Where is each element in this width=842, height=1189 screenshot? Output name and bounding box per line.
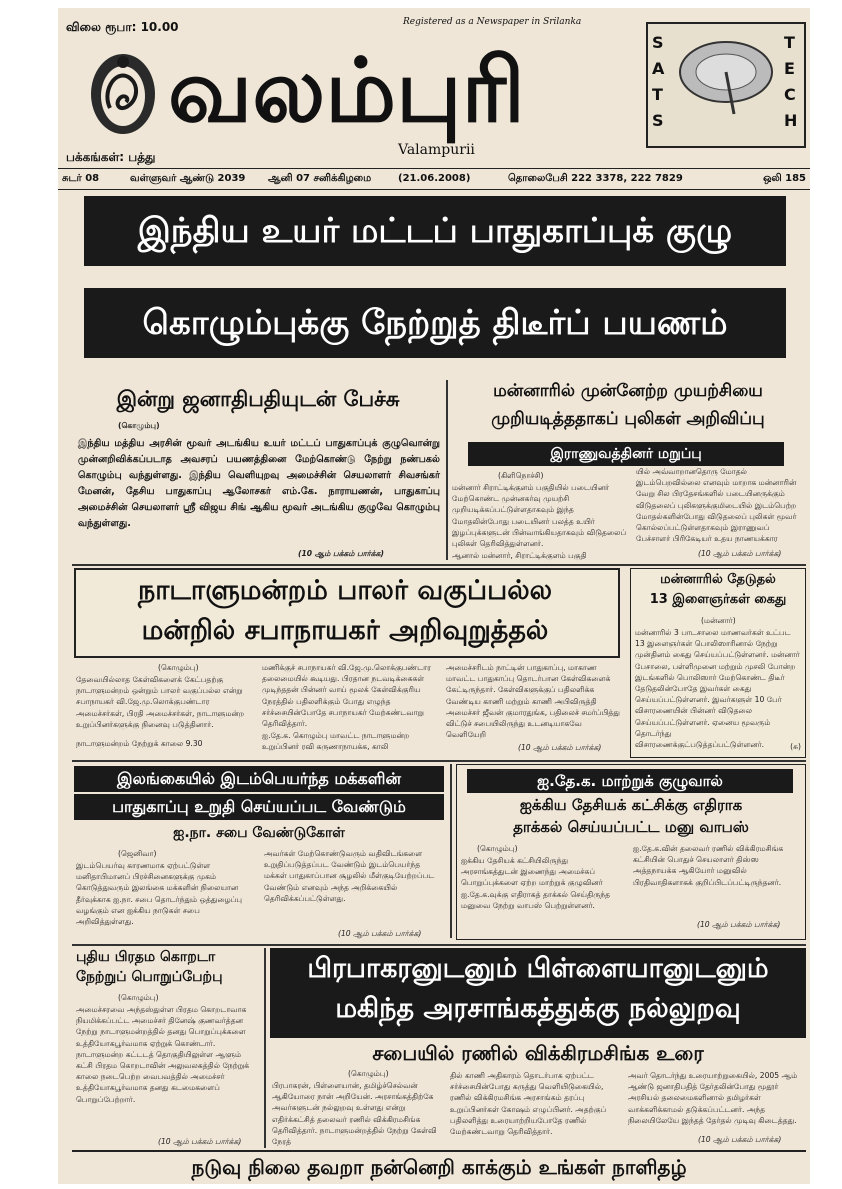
story6-body-a: ஐக்கிய தேசியக் கட்சியிலிருந்து அரசாங்கத்துடன் இணைந்து அமைச்சுப் பொறுப்புக்களை ஏற்ற மாற்றுக் குழுவினர் ஐ.தே.க.வுக்கு எதிராகத் தாக்கல் செய்திருந்த மனுவை நேற்று வாபஸ் பெற்றுள்ளனர். bbox=[461, 856, 611, 910]
story8-col2: தில் காணி அதிகாரம் தொடர்பாக ஏற்பட்ட சர்ச்சையின்போது கருத்து வெளியிடுகையில், ரணில் விக்கிரமசிங்க அரசாங்கம் தரப்பு உறுப்பினர்கள் கோஷம் எழுப்பினர். அதற்குப் பதிலளித்து உரையாற்றியபோதே ரணில் மேற்கண்டவாறு தெரிவித்தார். bbox=[450, 1071, 607, 1137]
story4-headline-2: 13 இளைஞர்கள் கைது bbox=[649, 592, 787, 607]
story3-box bbox=[74, 568, 620, 658]
ad-right-text: TECH bbox=[784, 33, 798, 130]
phone: தொலைபேசி 222 3378, 222 7829 bbox=[508, 173, 683, 184]
story5-strap: ஐ.நா. சபை வேண்டுகோள் bbox=[173, 825, 345, 841]
banner-line-1: இந்திய உயர் மட்டப் பாதுகாப்புக் குழு bbox=[84, 196, 786, 266]
story6-headline-2: ஐக்கிய தேசியக் கட்சிக்கு எதிராக bbox=[519, 796, 743, 814]
story3-col2: மணிக்குச் சபாநாயகர் வி.ஜே.மு.லொக்குபண்டார தலைமையில் கூடியது. பிரதான நடவடிக்கைகள் முடிந்ததன் பின்னர் வாய் மூலக் கேள்விக்குரிய நேரத்தில் பதிலளிக்கும் போது எழுந்த சர்ச்சையின்போதே சபாநாயகர் மேற்கண்டவாறு தெரிவித்தார். bbox=[262, 663, 432, 729]
story7-jump: (10 ஆம் பக்கம் பார்க்க) bbox=[158, 1137, 242, 1146]
masthead-title: வலம்புரி bbox=[168, 39, 525, 142]
pages-count: பக்கங்கள்: பத்து bbox=[66, 150, 156, 164]
story6-jump: (10 ஆம் பக்கம் பார்க்க) bbox=[697, 920, 781, 929]
story4-body: மன்னாரில் 3 பாடசாலை மாணவர்கள் உட்பட 13 இளைஞர்கள் பொலிஸாரினால் நேற்று முன்தினம் கைது செய்யப்பட்டுள்ளனர். மன்னார் பேசாலை, பள்ளிமுனை மற்றும் முசலி போன்ற இடங்களில் பொலிஸார் மேற்கொண்ட திடீர் தேடுதலின்போதே இவர்கள் கைது செய்யப்பட்டுள்ளனர். இவர்களுள் 10 பேர் விசாரணையின் பின்னர் விடுதலை செய்யப்பட்டுள்ளனர். ஏனைய மூவரும் தொடர்ந்து விசாரணைக்குட்படுத்தப்பட்டுள்ளனர். bbox=[635, 628, 800, 750]
story5-headline-2: பாதுகாப்பு உறுதி செய்யப்பட வேண்டும் bbox=[74, 794, 444, 820]
story6-headline-1: ஐ.தே.க. மாற்றுக் குழுவால் bbox=[467, 769, 793, 793]
story3-col1: தேவையில்லாத கேள்விகளைக் கேட்பதற்கு நாடாளுமன்றம் ஒன்றும் பாலர் வகுப்பல்ல என்று சபாநாயகர் வி.ஜே.மு.லொக்குபண்டார அமைச்சர்கள், பிரதி அமைச்சர்கள், நாடாளுமன்ற உறுப்பினர்களுக்கு நினைவு படுத்தினார். bbox=[76, 675, 245, 729]
story2-headline-2: முறியடித்ததாகப் புலிகள் அறிவிப்பு bbox=[491, 409, 765, 429]
story2-dateline: (கிளிநொச்சி) bbox=[498, 471, 544, 480]
footer-motto: நடுவு நிலை தவறா நன்னெறி காக்கும் உங்கள் நாளிதழ் bbox=[72, 1150, 806, 1182]
story7-headline-2: நேற்றுப் பொறுப்பேற்பு bbox=[76, 969, 223, 985]
story2-body-b: யில் அவ்வாறானதொரு மோதல் இடம்பெறவில்லை எனவும் மாறாக மன்னாரின் வேறு சில பிரதேசங்களில் படையினருக்கும் விடுதலைப் புலிகளுக்குமிடையில் இடம்பெற்ற மோதல்களின்போது விடுதலைப் புலிகள் மூவர் கொல்லப்பட்டுள்ளதாகவும் இராணுவப் பேச்சாளர் பிரிகேடியர் உதய நாணயக்கார bbox=[636, 467, 797, 544]
conch-logo bbox=[88, 50, 158, 136]
story1-dateline: (கொழும்பு) bbox=[118, 421, 160, 430]
price: விலை ரூபா: 10.00 bbox=[66, 20, 179, 34]
story3-jump: (10 ஆம் பக்கம் பார்க்க) bbox=[518, 743, 602, 752]
story4-box bbox=[630, 568, 806, 758]
story6-dateline: (கொழும்பு) bbox=[477, 844, 518, 853]
story2-jump: (10 ஆம் பக்கம் பார்க்க) bbox=[698, 549, 782, 558]
story6-box bbox=[456, 764, 806, 940]
story8-headline-2: மகிந்த அரசாங்கத்துக்கு நல்லுறவு bbox=[335, 993, 741, 1024]
story8-dateline: (கொழும்பு) bbox=[348, 1069, 389, 1078]
story2-body-a2: ஆனால் மன்னார், சிராட்டிக்குளம் பகுதி bbox=[452, 551, 587, 560]
dateline-bar bbox=[58, 168, 810, 190]
story8-jump: (10 ஆம் பக்கம் பார்க்க) bbox=[698, 1135, 782, 1144]
story4-mark: (சு) bbox=[790, 742, 801, 751]
newspaper-page bbox=[58, 8, 810, 1184]
story5-dateline: (ஜெனிவா) bbox=[118, 849, 157, 858]
story5-headline-1: இலங்கையில் இடம்பெயர்ந்த மக்களின் bbox=[74, 766, 444, 792]
registration-note: Registered as a Newspaper in Srilanka bbox=[403, 17, 582, 27]
story8-strap: சபையில் ரணில் விக்கிரமசிங்க உரை bbox=[372, 1041, 704, 1065]
story8-headline-1: பிரபாகரனுடனும் பிள்ளையானுடனும் bbox=[307, 953, 769, 984]
banner-line-2: கொழும்புக்கு நேற்றுத் திடீர்ப் பயணம் bbox=[84, 288, 786, 358]
year: வள்ளுவர் ஆண்டு 2039 bbox=[130, 173, 246, 184]
story8-col3: அவர் தொடர்ந்து உரையாற்றுகையில், 2005 ஆம் ஆண்டு ஜனாதிபதித் தேர்தலின்போது மூதூர் அரசியல் தலைமைகளினால் தமிழர்கள் வாக்களிக்காமல் தடுக்கப்பட்டனர். அந்த நிலையிலேயே இந்தத் தேர்தல் முடிவு கிடைத்தது. bbox=[628, 1071, 798, 1125]
date: (21.06.2008) bbox=[398, 173, 471, 184]
story4-headline-1: மன்னாரில் தேடுதல் bbox=[660, 572, 776, 587]
story1-headline: இன்று ஜனாதிபதியுடன் பேச்சு bbox=[116, 387, 400, 411]
story3-col1b: நாடாளுமன்றம் நேற்றுக் காலை 9.30 bbox=[76, 739, 203, 748]
story2-body-a: மன்னார் சிராட்டிக்குளம் பகுதியில் படையினர் மேற்கொண்ட முன்னகர்வு முயற்சி முறியடிக்கப்பட்டுள்ளதாகவும் இந்த மோதலின்போது படையினர் பலத்த உயிர் இழப்புக்களுடன் பின்வாங்கியதாகவும் விடுதலைப் புலிகள் தெரிவித்துள்ளனர். bbox=[452, 483, 627, 549]
tamil-date: ஆனி 07 சனிக்கிழமை bbox=[268, 173, 372, 184]
story1-body: இந்திய மத்திய அரசின் மூவர் அடங்கிய உயர் மட்டப் பாதுகாப்புக் குழுவொன்று முன்னறிவிக்கப்படாத அவசரப் பயணத்தினை மேற்கொண்டு நேற்று நண்பகல் கொழும்பு வந்துள்ளது. இந்திய வெளியுறவு அமைச்சின் செயலாளர் சிவசங்கர் மேனன், தேசிய பாதுகாப்பு ஆலோசகர் எம்.கே. நாராயணன், பாதுகாப்பு அமைச்சின் செயலாளர் ஸ்ரீ விஜய சிங் ஆகிய மூவர் அடங்கிய குழுவே கொழும்பு வந்துள்ளது. bbox=[78, 438, 440, 529]
satellite-dish-icon bbox=[674, 34, 778, 122]
story5-body-b: அவர்கள் மேற்கொண்டுவரும் வதிவிடங்களை உறுதிப்படுத்தப்பட வேண்டும் இடம்பெயர்ந்த மக்கள் பாதுகாப்பான சூழலில் மீள்குடியேற்றப்பட வேண்டும் எனவும் அந்த அறிக்கையில் தெரிவிக்கப்பட்டுள்ளது. bbox=[264, 849, 435, 903]
story2-headline-1: மன்னாரில் முன்னேற்ற முயற்சியை bbox=[493, 381, 763, 401]
story8-headline-box bbox=[270, 948, 806, 1038]
issue: ஒலி 185 bbox=[763, 173, 806, 184]
story8-col1: பிரபாகரன், பிள்ளையான், தமிழ்ச்செல்வன் ஆகியோரை நான் அறியேன். அரசாங்கத்திற்கே அவர்களுடன் நல்லுறவு உள்ளது என்று எதிர்க்கட்சித் தலைவர் ரணில் விக்கிரமசிங்க தெரிவித்தார். நாடாளுமன்றத்தில் நேற்று கேள்வி நேரத் bbox=[272, 1081, 437, 1147]
story5-jump: (10 ஆம் பக்கம் பார்க்க) bbox=[338, 929, 422, 938]
story6-body-b: ஐ.தே.க.வின் தலைவர் ரணில் விக்கிரமசிங்க கட்சியின் பொதுச் செயலாளர் திஸ்ஸ அத்தநாயக்க ஆகியோர் மனுவில் பிரதிவாதிகளாகக் குறிப்பிடப்பட்டிருந்தனர். bbox=[633, 844, 784, 887]
story3-dateline: (கொழும்பு) bbox=[158, 663, 199, 672]
volume: சுடர் 08 bbox=[62, 173, 100, 184]
story5-body-a: இடம்பெயர்வு காரணமாக ஏற்பட்டுள்ள மனிதாபிமானப் பிரச்சினைகளுக்கு முகம் கொடுத்துவரும் இலங்கை மக்களின் நிலையான தீர்வுக்காக ஐ.நா. சபை தொடர்ந்தும் ஒத்துழைப்பு வழங்கும் என ஐக்கிய நாடுகள் சபை அறிவித்துள்ளது. bbox=[76, 861, 243, 927]
story7-headline-1: புதிய பிரதம கொறடா bbox=[76, 949, 216, 965]
story6-headline-3: தாக்கல் செய்யப்பட்ட மனு வாபஸ் bbox=[513, 818, 749, 836]
story3-col3: அமைச்சரிடம் நாட்டின் பாதுகாப்பு, மாகாண மாவட்ட பாதுகாப்பு தொடர்பான கேள்விகளைக் கேட்டிருந்தார். கேள்விகளுக்குப் பதிலளிக்க வேண்டிய காணி மற்றும் காணி அபிவிருத்தி அமைச்சர் ஜீவன் குமாரதுங்க, பதிலைச் சமர்ப்பித்து விட்டுச் சபையிலிருந்து உடனடியாகவே வெளியேறி bbox=[446, 663, 620, 740]
masthead-subtitle: Valampurii bbox=[398, 142, 475, 158]
sats-tech-ad bbox=[646, 22, 806, 148]
story3-col2b: ஐ.தே.க. கொழும்பு மாவட்ட நாடாளுமன்ற உறுப்பினர் ரவி கருணாநாயக்க, காலி bbox=[262, 731, 410, 752]
story1-jump: (10 ஆம் பக்கம் பார்க்க) bbox=[298, 549, 384, 558]
story3-headline-2: மன்றில் சபாநாயகர் அறிவுறுத்தல் bbox=[141, 615, 549, 646]
story7-dateline: (கொழும்பு) bbox=[118, 993, 159, 1002]
story4-dateline: (மன்னார்) bbox=[701, 616, 736, 625]
story3-headline-1: நாடாளுமன்றம் பாலர் வகுப்பல்ல bbox=[137, 575, 553, 606]
story7-body: அமைச்சரவை அந்தஸ்துள்ள பிரதம கொறடாவாக நியமிக்கப்பட்ட அமைச்சர் தினேஷ் குணவர்த்தன நேற்று நாடாளுமன்றத்தில் தனது பொறுப்புக்களை உத்தியோகபூர்வமாக ஏற்றுக் கொண்டார். நாடாளுமன்ற கட்டடத் தொகுதியிலுள்ள ஆளும் கட்சி பிரதம கொறடாவின் அலுவலகத்தில் நேற்றுக் காலை நடைபெற்ற வைபவத்தில் அமைச்சர் உத்தியோகபூர்வமாக தனது கடமைகளைப் பொறுப்பேற்றார். bbox=[76, 1005, 250, 1104]
story2-strap: இராணுவத்தினர் மறுப்பு bbox=[468, 442, 784, 466]
ad-left-text: SATS bbox=[652, 33, 665, 130]
